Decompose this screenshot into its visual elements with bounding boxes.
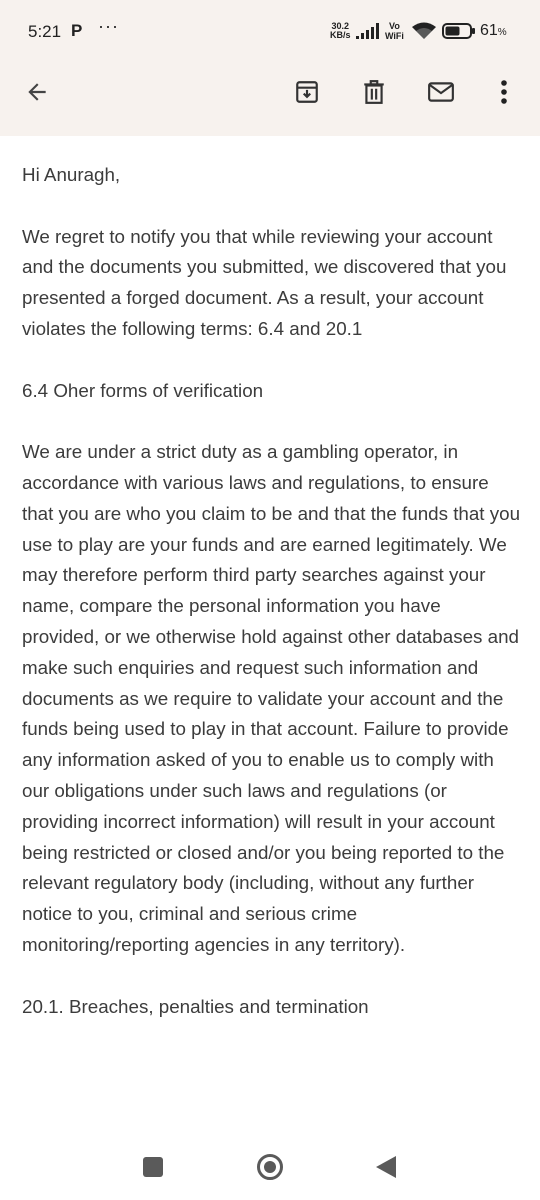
mark-unread-icon <box>427 80 455 104</box>
back-button[interactable] <box>15 70 59 114</box>
email-body <box>22 160 522 1053</box>
battery-percentage <box>480 22 507 40</box>
mark-unread-button[interactable] <box>419 70 463 114</box>
vowifi-bottom: WiFi <box>385 31 404 41</box>
more-notifications-icon: ··· <box>98 16 119 36</box>
vowifi-top: Vo <box>389 21 400 31</box>
email-paragraph-intro: We regret to notify you that while reviewing your account and the documents you submitted, we discovered that you presented a forged document. As a result, your account violates the following terms: 6.4 and 20.1 <box>22 225 507 339</box>
network-speed <box>330 22 351 40</box>
archive-icon <box>294 79 320 105</box>
home-circle-icon[interactable] <box>256 1153 284 1181</box>
email-section-heading-20-1: 20.1. Breaches, penalties and termination <box>22 995 369 1017</box>
delete-button[interactable] <box>352 70 396 114</box>
back-arrow-icon <box>24 79 50 105</box>
status-time: 5:21 <box>28 22 62 41</box>
vowifi-indicator <box>385 21 404 41</box>
battery-unit: % <box>497 27 507 38</box>
notification-p-icon: P <box>71 21 83 40</box>
recents-square-icon[interactable] <box>143 1157 163 1177</box>
signal-icon <box>356 22 382 40</box>
status-bar <box>0 0 540 62</box>
more-options-button[interactable] <box>482 70 526 114</box>
back-triangle-icon[interactable] <box>375 1155 397 1179</box>
email-section-heading-6-4: 6.4 Oher forms of verification <box>22 379 264 401</box>
network-speed-value: 30.2 <box>331 21 350 31</box>
email-paragraph-verification: We are under a strict duty as a gambling operator, in accordance with various laws and regulations, to ensure that you are who you claim to be and that the funds that you use to play are your funds and are earned legitimately. We may therefore perform third party searches against your name, compare the personal information you have provided, or we otherwise hold against other databases and make such enquiries and request such information and documents as we require to validate your account and the funds being used to play in that account. Failure to provide any information asked of you to enable us to comply with our obligations under such laws and regulations (or providing incorrect information) will result in your account being restricted or closed and/or you being reported to the relevant regulatory body (including, without any further notice to you, criminal and serious crime monitoring/reporting agencies in any territory). <box>22 441 521 955</box>
email-greeting: Hi Anuragh, <box>22 164 121 185</box>
system-nav-bar <box>0 1140 540 1200</box>
network-speed-unit: KB/s <box>330 30 351 40</box>
more-vert-icon <box>500 79 508 105</box>
archive-button[interactable] <box>285 70 329 114</box>
battery-value: 61 <box>480 22 498 39</box>
email-toolbar <box>0 62 540 136</box>
wifi-icon <box>411 22 437 40</box>
battery-icon <box>442 23 476 39</box>
delete-icon <box>361 79 387 105</box>
